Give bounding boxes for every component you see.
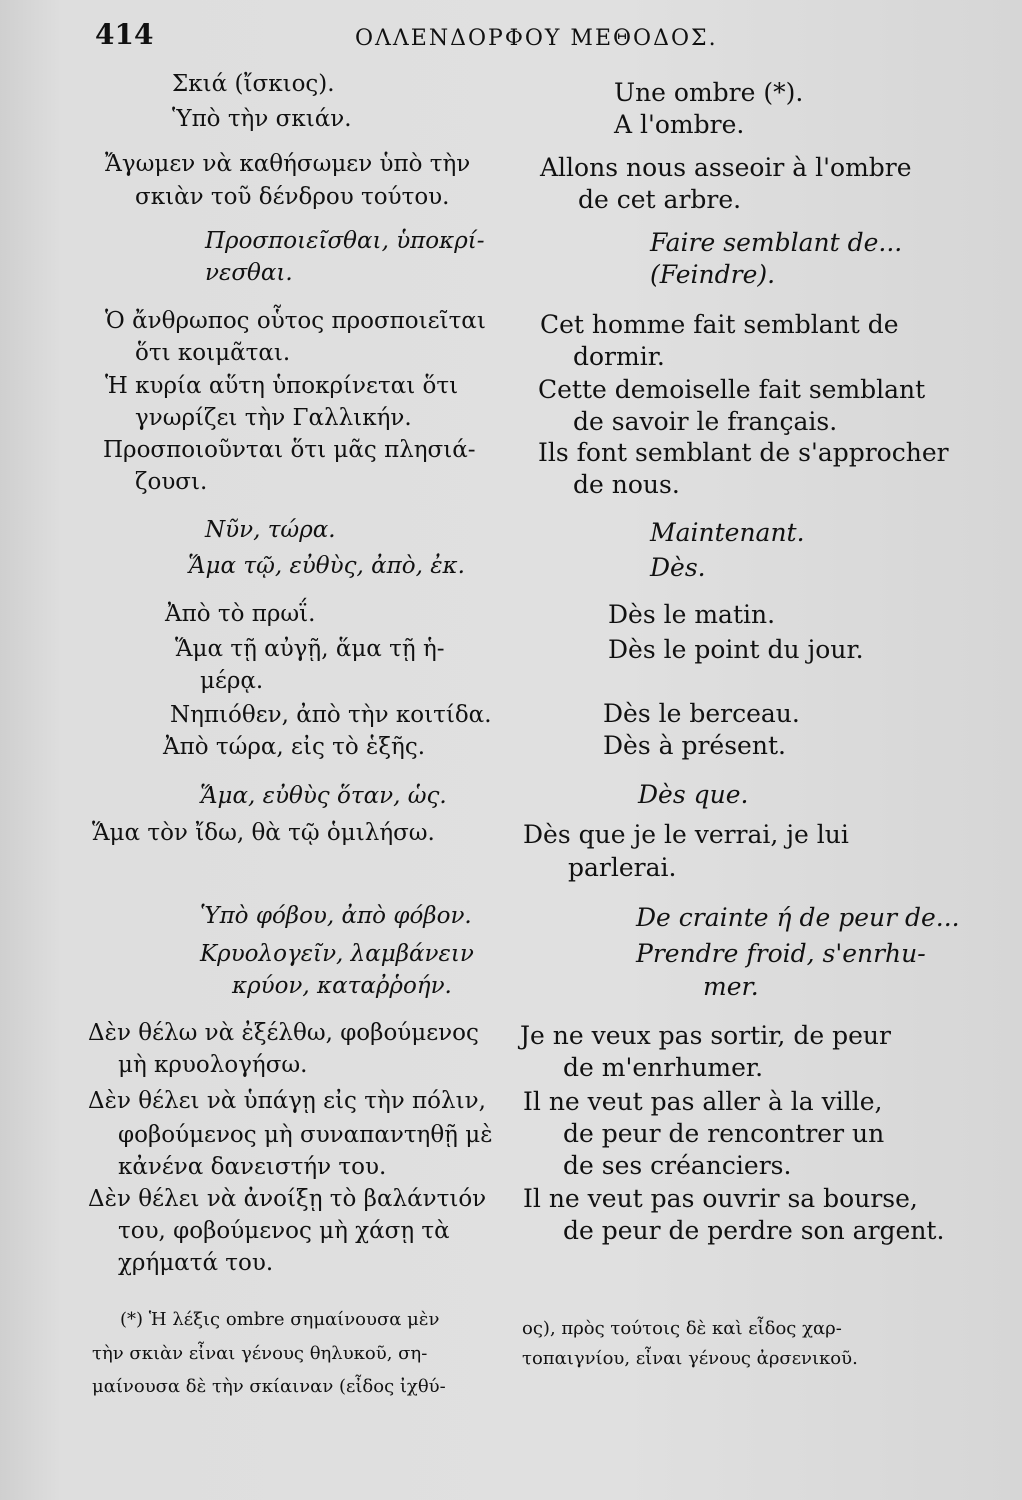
french-line: Dès le matin. [608, 600, 776, 629]
footnote-line: τὴν σκιὰν εἶναι γένους θηλυκοῦ, ση- [92, 1343, 428, 1364]
greek-line: μὴ κρυολογήσω. [118, 1052, 308, 1078]
greek-line: Νῦν, τώρα. [205, 517, 336, 543]
greek-line: Ἅμα τὸν ἴδω, θὰ τῷ ὁμιλήσω. [92, 820, 435, 846]
greek-line: ὅτι κοιμᾶται. [135, 340, 291, 366]
greek-line: χρήματά του. [118, 1250, 274, 1276]
french-line: dormir. [573, 342, 665, 371]
page-number: 414 [95, 18, 154, 51]
greek-line: Ἅμα τῷ, εὐθὺς, ἀπὸ, ἐκ. [188, 553, 465, 579]
french-line: de nous. [573, 470, 680, 499]
greek-line: ζουσι. [135, 469, 208, 495]
greek-line: νεσθαι. [205, 260, 293, 286]
french-line: (Feindre). [650, 260, 776, 289]
greek-line: Ὁ ἄνθρωπος οὗτος προσποιεῖται [105, 308, 486, 334]
french-line: Dès. [650, 553, 706, 582]
greek-line: Ὑπὸ τὴν σκιάν. [172, 106, 352, 132]
footnote-line: μαίνουσα δὲ τὴν σκίαιναν (εἶδος ἰχθύ- [92, 1376, 446, 1397]
french-line: parlerai. [568, 853, 677, 882]
french-line: A l'ombre. [614, 110, 745, 139]
greek-line: Ἄγωμεν νὰ καθήσωμεν ὑπὸ τὴν [105, 151, 471, 177]
french-line: Dès que. [638, 780, 749, 809]
page-header [0, 12, 1022, 52]
french-line: de cet arbre. [578, 185, 742, 214]
french-line: Prendre froid, s'enrhu- [636, 939, 926, 968]
greek-line: Δὲν θέλει νὰ ἀνοίξῃ τὸ βαλάντιόν [88, 1186, 487, 1212]
greek-line: Προσποιεῖσθαι, ὑποκρί- [205, 228, 485, 254]
french-line: Dès le berceau. [603, 699, 800, 728]
greek-line: Κρυολογεῖν, λαμβάνειν [200, 941, 474, 967]
footnote-line: (*) Ἡ λέξις ombre σημαίνουσα μὲν [120, 1309, 440, 1330]
french-line: de m'enrhumer. [563, 1053, 764, 1082]
french-line: Je ne veux pas sortir, de peur [520, 1021, 891, 1050]
french-line: Faire semblant de... [650, 228, 903, 257]
greek-line: κἀνένα δανειστήν του. [118, 1154, 387, 1180]
french-line: de peur de perdre son argent. [563, 1216, 945, 1245]
greek-line: Ἅμα, εὐθὺς ὅταν, ὡς. [200, 783, 447, 809]
greek-line: Σκιά (ἴσκιος). [172, 71, 335, 97]
greek-line: Δὲν θέλω νὰ ἐξέλθω, φοβούμενος [88, 1020, 479, 1046]
greek-line: φοβούμενος μὴ συναπαντηθῇ μὲ [118, 1122, 493, 1148]
greek-line: σκιὰν τοῦ δένδρου τούτου. [135, 184, 450, 210]
footnote-line: ος), πρὸς τούτοις δὲ καὶ εἶδος χαρ- [522, 1318, 842, 1339]
french-line: de savoir le français. [573, 407, 838, 436]
french-line: Ils font semblant de s'approcher [538, 438, 949, 467]
greek-line: Ἀπὸ τώρα, εἰς τὸ ἑξῆς. [163, 734, 426, 760]
french-line: Il ne veut pas aller à la ville, [523, 1087, 883, 1116]
greek-line: Νηπιόθεν, ἀπὸ τὴν κοιτίδα. [170, 702, 492, 728]
french-line: Il ne veut pas ouvrir sa bourse, [523, 1184, 918, 1213]
french-line: Cette demoiselle fait semblant [538, 375, 926, 404]
greek-line: Δὲν θέλει νὰ ὑπάγῃ εἰς τὴν πόλιν, [88, 1088, 486, 1114]
french-line: de peur de rencontrer un [563, 1119, 885, 1148]
french-line: mer. [703, 972, 759, 1001]
greek-line: κρύον, καταῤῥοήν. [232, 973, 452, 999]
running-title: ΟΛΛΕΝΔΟΡΦΟΥ ΜΕΘΟΔΟΣ. [355, 26, 718, 51]
greek-line: Ὑπὸ φόβου, ἀπὸ φόβον. [200, 903, 472, 929]
french-line: De crainte ή de peur de... [636, 903, 960, 932]
french-line: Maintenant. [650, 518, 805, 547]
greek-line: Προσποιοῦνται ὅτι μᾶς πλησιά- [103, 437, 476, 463]
french-line: Cet homme fait semblant de [540, 310, 899, 339]
greek-line: Ἅμα τῇ αὐγῇ, ἅμα τῇ ἡ- [175, 636, 445, 662]
french-line: Dès à présent. [603, 731, 786, 760]
french-line: Allons nous asseoir à l'ombre [540, 153, 912, 182]
greek-line: Ἀπὸ τὸ πρωΐ. [165, 601, 316, 627]
french-line: Dès que je le verrai, je lui [523, 820, 849, 849]
french-line: Dès le point du jour. [608, 635, 864, 664]
greek-line: του, φοβούμενος μὴ χάσῃ τὰ [118, 1218, 450, 1244]
greek-line: μέρᾳ. [200, 668, 264, 694]
greek-line: Ἡ κυρία αὕτη ὑποκρίνεται ὅτι [105, 373, 459, 399]
footnote-line: τοπαιγνίου, εἶναι γένους ἀρσενικοῦ. [522, 1348, 858, 1369]
french-line: de ses créanciers. [563, 1151, 792, 1180]
french-line: Une ombre (*). [614, 78, 804, 107]
greek-line: γνωρίζει τὴν Γαλλικήν. [135, 405, 412, 431]
